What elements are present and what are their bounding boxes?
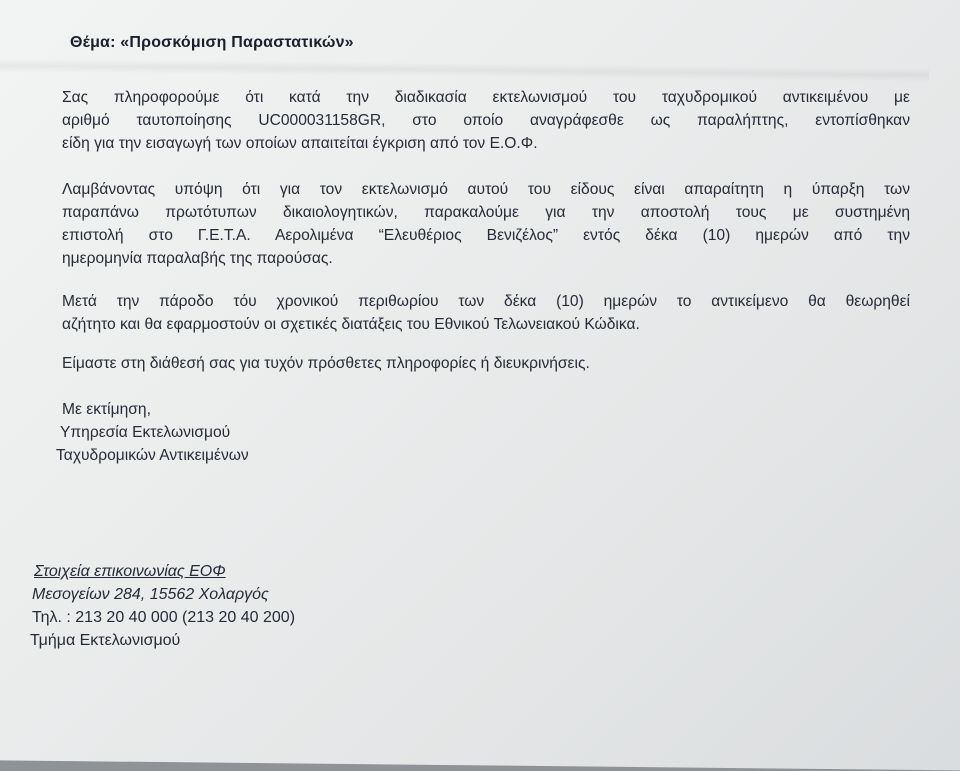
paragraph-availability bbox=[62, 352, 782, 375]
paragraph-line: Μετά την πάροδο τόυ χρονικού περιθωρίου των δέκα (10) ημερών το αντικείμενο θα θεωρηθεί bbox=[62, 293, 910, 310]
closing-service-line: Υπηρεσία Εκτελωνισμού bbox=[60, 424, 231, 441]
paragraph-request bbox=[62, 178, 910, 270]
paragraph-line: Σας πληροφορούμε ότι κατά την διαδικασία εκτελωνισμού του ταχυδρομικού αντικειμένου με bbox=[62, 89, 910, 106]
paragraph-line: ημερομηνία παραλαβής της παρούσας. bbox=[62, 250, 333, 267]
closing-greeting: Με εκτίμηση, bbox=[62, 401, 151, 418]
contact-department: Τμήμα Εκτελωνισμού bbox=[30, 632, 181, 649]
contact-address: Μεσογείων 284, 15562 Χολαργός bbox=[32, 586, 269, 603]
letter-closing bbox=[56, 398, 249, 467]
letter-subject: Θέμα: «Προσκόμιση Παραστατικών» bbox=[70, 34, 354, 51]
paragraph-line: είδη για την εισαγωγή των οποίων απαιτείται έγκριση από τον Ε.Ο.Φ. bbox=[62, 135, 538, 152]
contact-title: Στοιχεία επικοινωνίας ΕΟΦ bbox=[34, 563, 226, 580]
contact-phone: Τηλ. : 213 20 40 000 (213 20 40 200) bbox=[32, 609, 296, 626]
paragraph-line: παραπάνω πρωτότυπων δικαιολογητικών, παρακαλούμε για την αποστολή τους με συστημένη bbox=[62, 204, 910, 221]
closing-service-line: Ταχυδρομικών Αντικειμένων bbox=[56, 447, 249, 464]
paragraph-deadline bbox=[62, 290, 910, 336]
contact-block bbox=[26, 560, 295, 652]
paragraph-line: Είμαστε στη διάθεσή σας για τυχόν πρόσθετες πληροφορίες ή διευκρινήσεις. bbox=[62, 355, 590, 372]
paragraph-notification bbox=[62, 86, 910, 155]
paragraph-line: Λαμβάνοντας υπόψη ότι για τον εκτελωνισμό αυτού του είδους είναι απαραίτητη η ύπαρξη των bbox=[62, 181, 910, 198]
paragraph-line: αζήτητο και θα εφαρμοστούν οι σχετικές διατάξεις του Εθνικού Τελωνειακού Κώδικα. bbox=[62, 316, 640, 333]
paragraph-line: επιστολή στο Γ.Ε.Τ.Α. Αερολιμένα “Ελευθέριος Βενιζέλος” εντός δέκα (10) ημερών από την bbox=[62, 227, 910, 244]
paragraph-line: αριθμό ταυτοποίησης UC000031158GR, στο οποίο αναγράφεσθε ως παραλήπτης, εντοπίσθηκαν bbox=[62, 112, 910, 129]
